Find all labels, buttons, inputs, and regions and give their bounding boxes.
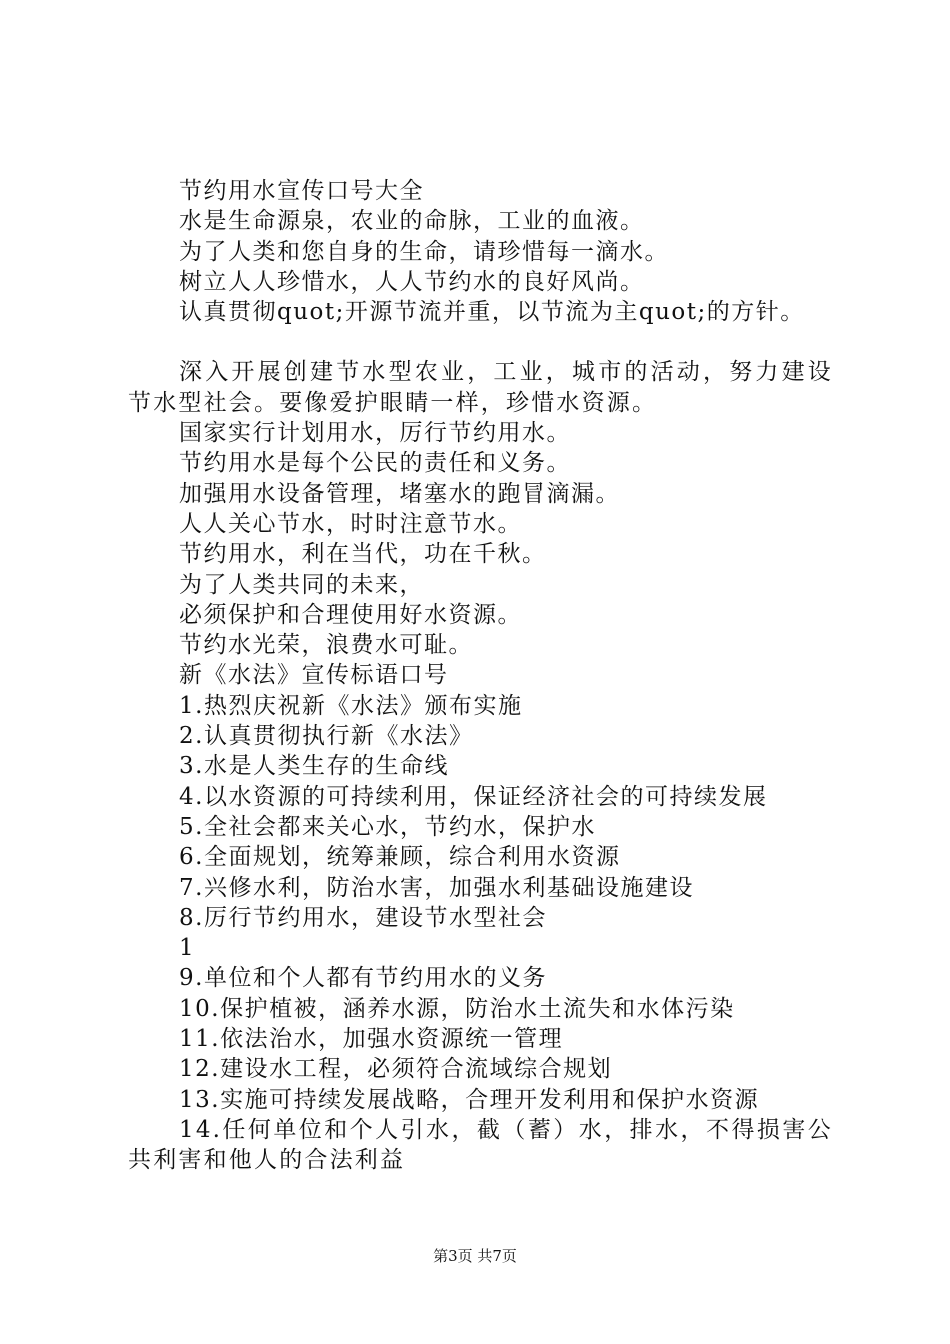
list-item: 11.依法治水，加强水资源统一管理 [179, 1026, 564, 1053]
text-line: 加强用水设备管理，堵塞水的跑冒滴漏。 [179, 480, 620, 507]
text-line: 树立人人珍惜水，人人节约水的良好风尚。 [179, 268, 645, 295]
document-title: 节约用水宣传口号大全 [179, 178, 424, 204]
text-line: 节约用水是每个公民的责任和义务。 [179, 450, 571, 477]
text-line: 人人关心节水，时时注意节水。 [179, 510, 522, 537]
list-item: 1.热烈庆祝新《水法》颁布实施 [179, 692, 523, 719]
document-body [128, 176, 833, 1176]
list-item: 4.以水资源的可持续利用，保证经济社会的可持续发展 [179, 783, 768, 810]
list-item: 7.兴修水利，防治水害，加强水利基础设施建设 [179, 874, 694, 901]
list-item: 3.水是人类生存的生命线 [179, 753, 449, 780]
list-item: 9.单位和个人都有节约用水的义务 [179, 965, 547, 992]
list-item: 12.建设水工程，必须符合流域综合规划 [179, 1056, 613, 1083]
list-item: 2.认真贯彻执行新《水法》 [179, 723, 474, 750]
text-line: 为了人类和您自身的生命，请珍惜每一滴水。 [179, 238, 669, 265]
page-number-footer: 第3页 共7页 [433, 1247, 517, 1265]
text-line: 节约用水，利在当代，功在千秋。 [179, 541, 547, 568]
text-paragraph: 深入开展创建节水型农业，工业，城市的活动，努力建设节水型社会。要像爱护眼睛一样，珍惜水资源。 [128, 359, 833, 416]
text-line: 节约水光荣，浪费水可耻。 [179, 632, 473, 659]
text-line: 水是生命源泉，农业的命脉，工业的血液。 [179, 208, 645, 235]
section-heading: 新《水法》宣传标语口号 [179, 662, 449, 689]
list-item: 10.保护植被，涵养水源，防治水土流失和水体污染 [179, 995, 735, 1022]
text-line: 必须保护和合理使用好水资源。 [179, 601, 522, 628]
stray-number: 1 [179, 935, 196, 962]
text-line: 认真贯彻quot;开源节流并重，以节流为主quot;的方针。 [179, 299, 805, 326]
list-item-paragraph: 14.任何单位和个人引水，截（蓄）水，排水，不得损害公共利害和他人的合法利益 [128, 1116, 833, 1174]
text-line: 国家实行计划用水，厉行节约用水。 [179, 420, 571, 447]
list-item: 6.全面规划，统筹兼顾，综合利用水资源 [179, 844, 621, 871]
list-item: 13.实施可持续发展战略，合理开发利用和保护水资源 [179, 1086, 760, 1113]
text-line: 为了人类共同的未来， [179, 571, 424, 598]
list-item: 5.全社会都来关心水，节约水，保护水 [179, 813, 596, 840]
list-item: 8.厉行节约用水，建设节水型社会 [179, 904, 547, 931]
